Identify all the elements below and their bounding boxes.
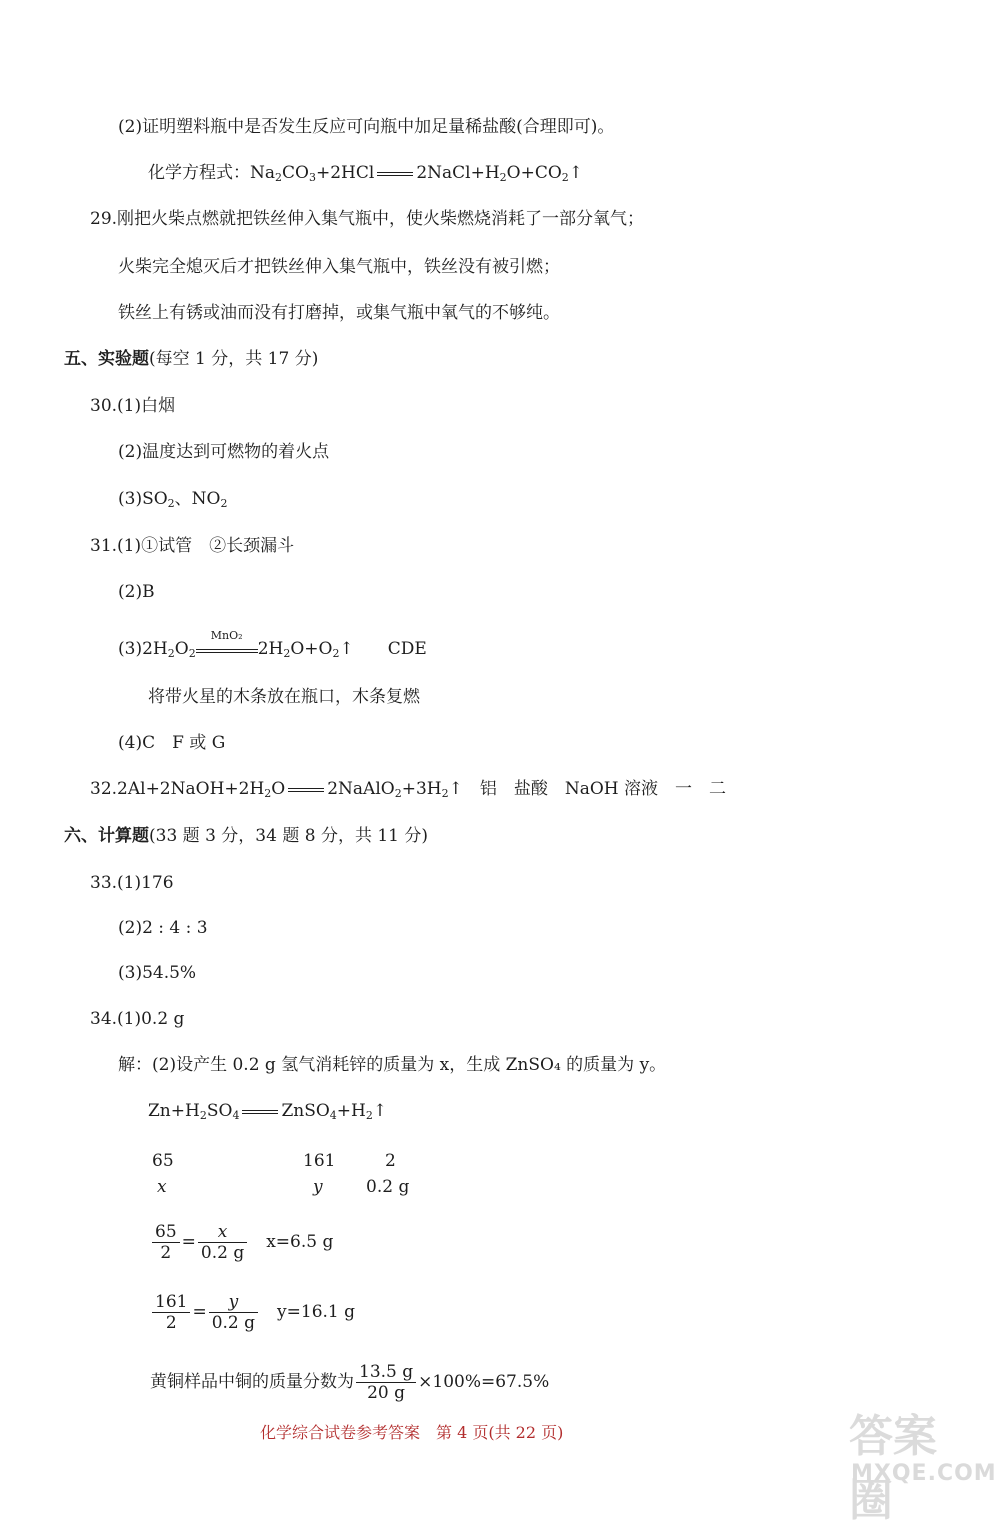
unknown-y: y (313, 1177, 323, 1197)
fraction-13.5g-20g: $\frac{13.5 g}{20 g}$ (356, 1362, 416, 1403)
fraction-y-0.2g: $\frac{y}{0.2 g}$ (209, 1292, 258, 1333)
page-footer: 化学综合试卷参考答案 第 4 页(共 22 页) (260, 1423, 564, 1442)
watermark-text: 答案圈 (849, 1411, 937, 1526)
section-6-heading (64, 825, 428, 847)
section-5-note: (每空 1 分，共 17 分) (149, 349, 319, 369)
answer-28-2: (2)证明塑料瓶中是否发生反应可向瓶中加足量稀盐酸(合理即可)。 (118, 117, 615, 137)
copper-mass-fraction (150, 1362, 549, 1403)
section-5-title: 五、实验题 (64, 349, 149, 369)
reaction-condition (196, 628, 258, 653)
equation-body: $Na_2CO_3+2HCl$ $2NaCl+H_2O+CO_2↑$ (250, 163, 584, 184)
hydrogen-mass: 0.2 g (366, 1177, 410, 1197)
answer-29-1: 29.刚把火柴点燃就把铁丝伸入集气瓶中，使火柴燃烧消耗了一部分氧气； (90, 209, 645, 229)
equation-label: 化学方程式： (148, 163, 250, 183)
fraction-x-0.2g: $\frac{x}{0.2 g}$ (198, 1222, 247, 1263)
answer-31-4: 将带火星的木条放在瓶口，木条复燃 (148, 687, 420, 707)
answer-31-3: $(3)2H_2O_2$ MnO₂ $2H_2O+O_2↑$ CDE (118, 628, 427, 660)
answer-32: $32.2Al+2NaOH+2H_2O$ $2NaAlO_2+3H_2↑$ 铝 盐酸 NaOH 溶液 一 二 (90, 779, 727, 800)
molar-mass-zn: 65 (152, 1151, 174, 1171)
section-6-title: 六、计算题 (64, 826, 149, 846)
fraction-161-2: $\frac{161}{2}$ (152, 1292, 190, 1333)
molar-mass-h2: 2 (385, 1151, 396, 1171)
answer-31-3-prefix: (3) (118, 639, 143, 659)
answer-33-1: 33.(1)176 (90, 873, 174, 893)
answer-30-3: $(3)SO_2$、$NO_2$ (118, 489, 228, 510)
answer-30-2: (2)温度达到可燃物的着火点 (118, 442, 330, 462)
answer-31-2: (2)B (118, 582, 155, 602)
answer-33-3: (3)54.5% (118, 963, 197, 983)
answer-32-words: 铝 盐酸 NaOH 溶液 一 二 (479, 779, 727, 799)
unknown-x: x (157, 1177, 167, 1197)
result-x: x=6.5 g (266, 1232, 334, 1252)
answer-28-equation (148, 162, 583, 189)
molar-mass-znso4: 161 (303, 1151, 336, 1171)
proportion-x: $\frac{65}{2}$ = $\frac{x}{0.2 g}$ x=6.5 g (150, 1222, 333, 1263)
answer-34-2: 解：(2)设产生 0.2 g 氢气消耗锌的质量为 x，生成 ZnSO₄ 的质量为 y。 (118, 1055, 667, 1075)
watermark-url: MXQE.COM (851, 1461, 997, 1486)
final-suffix: ×100%=67.5% (418, 1372, 550, 1392)
catalyst-label: MnO₂ (210, 628, 243, 642)
section-5-heading (64, 348, 318, 370)
result-y: y=16.1 g (277, 1302, 356, 1322)
answer-30-1: 30.(1)白烟 (90, 396, 176, 416)
answer-33-2: (2)2 : 4 : 3 (118, 918, 208, 938)
answer-34-equation: $Zn+H_2SO_4$ $ZnSO_4+H_2↑$ (148, 1101, 388, 1122)
answer-34-1: 34.(1)0.2 g (90, 1009, 185, 1029)
answer-31-5: (4)C F 或 G (118, 733, 226, 753)
answer-29-2: 火柴完全熄灭后才把铁丝伸入集气瓶中，铁丝没有被引燃； (118, 257, 560, 277)
proportion-y: $\frac{161}{2}$ = $\frac{y}{0.2 g}$ y=16.1 g (150, 1292, 355, 1333)
watermark-logo (845, 1400, 997, 1526)
section-6-note: (33 题 3 分，34 题 8 分，共 11 分) (149, 826, 429, 846)
answer-29-3: 铁丝上有锈或油而没有打磨掉，或集气瓶中氧气的不够纯。 (118, 303, 560, 323)
fraction-65-2: $\frac{65}{2}$ (152, 1222, 180, 1263)
answer-31-1: 31.(1)①试管 ②长颈漏斗 (90, 536, 295, 556)
final-prefix: 黄铜样品中铜的质量分数为 (150, 1372, 354, 1392)
answer-31-3-apparatus: CDE (387, 639, 427, 659)
